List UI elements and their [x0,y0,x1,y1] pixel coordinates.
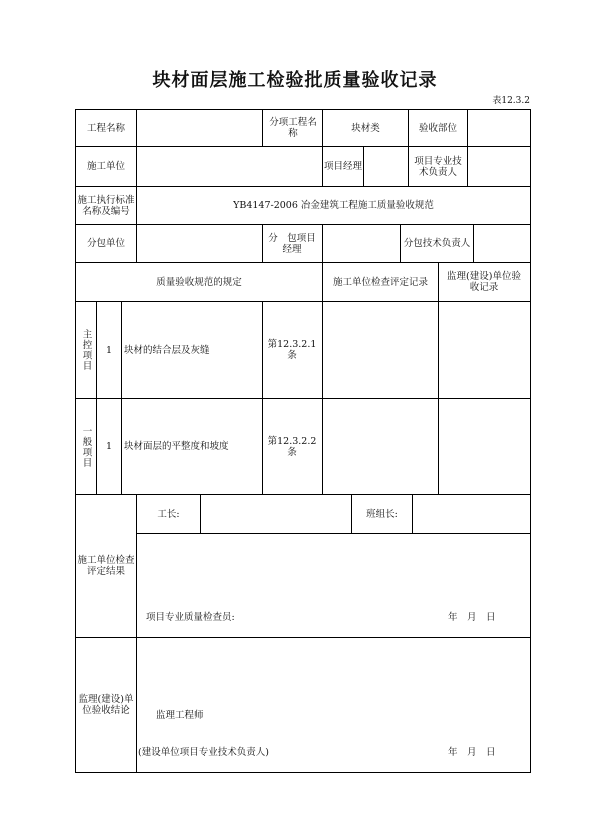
sub-project-label: 分项工程名称 [269,117,317,139]
foreman-field[interactable] [201,495,351,533]
project-tech-lead-label: 项目专业技术负责人 [414,155,462,178]
col-line [121,301,122,494]
supervisor-header: 监理(建设)单位验收记录 [447,271,521,293]
sub-pm-field[interactable] [323,225,400,262]
standard-value: YB4147-2006 冶金建筑工程施工质量验收规范 [233,200,434,211]
acceptance-part-label: 验收部位 [418,122,457,134]
item-description: 块材面层的平整度和坡度 [124,441,229,452]
construction-unit-field[interactable] [137,147,322,186]
owner-tech-lead-note: (建设单位项目专业技术负责人) [138,746,269,758]
construction-unit-label: 施工单位 [86,161,125,172]
form-code: 表12.3.2 [492,96,530,106]
row-line [75,637,531,638]
spec-header: 质量验收规范的规定 [156,276,242,288]
col-line [530,109,531,773]
item-supervisor-record[interactable] [439,302,530,398]
item-number: 1 [105,441,113,452]
item-clause: 第12.3.2.1条 [267,339,317,361]
inspector-label: 项目专业质量检查员: [146,611,235,623]
check-header: 施工单位检查评定记录 [332,276,428,288]
item-supervisor-record[interactable] [439,399,530,494]
row-line [75,772,531,773]
acceptance-part-field[interactable] [468,110,530,146]
sub-tech-lead-label: 分包技术负责人 [403,238,471,249]
team-leader-label: 班组长: [366,508,398,520]
project-manager-label: 项目经理 [323,161,362,172]
project-tech-lead-field[interactable] [468,147,530,186]
project-name-label: 工程名称 [86,122,125,134]
col-line [262,301,263,494]
group-main-control: 主控项目 [80,329,92,371]
foreman-label: 工长: [157,508,180,520]
supervision-date: 年 月 日 [448,746,496,758]
project-name-field[interactable] [137,110,262,146]
form-title: 块材面层施工检验批质量验收记录 [152,70,438,91]
sub-project-value: 块材类 [351,122,380,134]
supervising-engineer-label: 监理工程师 [156,709,204,721]
eval-label: 施工单位检查评定结果 [77,555,135,577]
item-check-record[interactable] [323,399,438,494]
group-general: 一般项目 [80,425,92,468]
subcontractor-field[interactable] [137,225,262,262]
row-line [136,533,531,534]
col-line [438,262,439,301]
supervision-label: 监理(建设)单位验收结论 [78,694,134,716]
team-leader-field[interactable] [413,495,530,533]
standard-label: 施工执行标准名称及编号 [77,194,135,217]
col-line [136,494,137,772]
item-number: 1 [105,344,113,356]
subcontractor-label: 分包单位 [86,238,125,249]
eval-date: 年 月 日 [448,611,496,623]
sub-tech-lead-field[interactable] [474,225,530,262]
item-check-record[interactable] [323,302,438,398]
sub-pm-label: 分 包项目经理 [268,232,316,255]
col-line [408,146,409,186]
project-manager-field[interactable] [364,147,408,186]
col-line [262,224,263,262]
item-clause: 第12.3.2.2条 [267,435,317,458]
item-description: 块材的结合层及灰缝 [124,344,210,356]
col-line [262,109,263,146]
